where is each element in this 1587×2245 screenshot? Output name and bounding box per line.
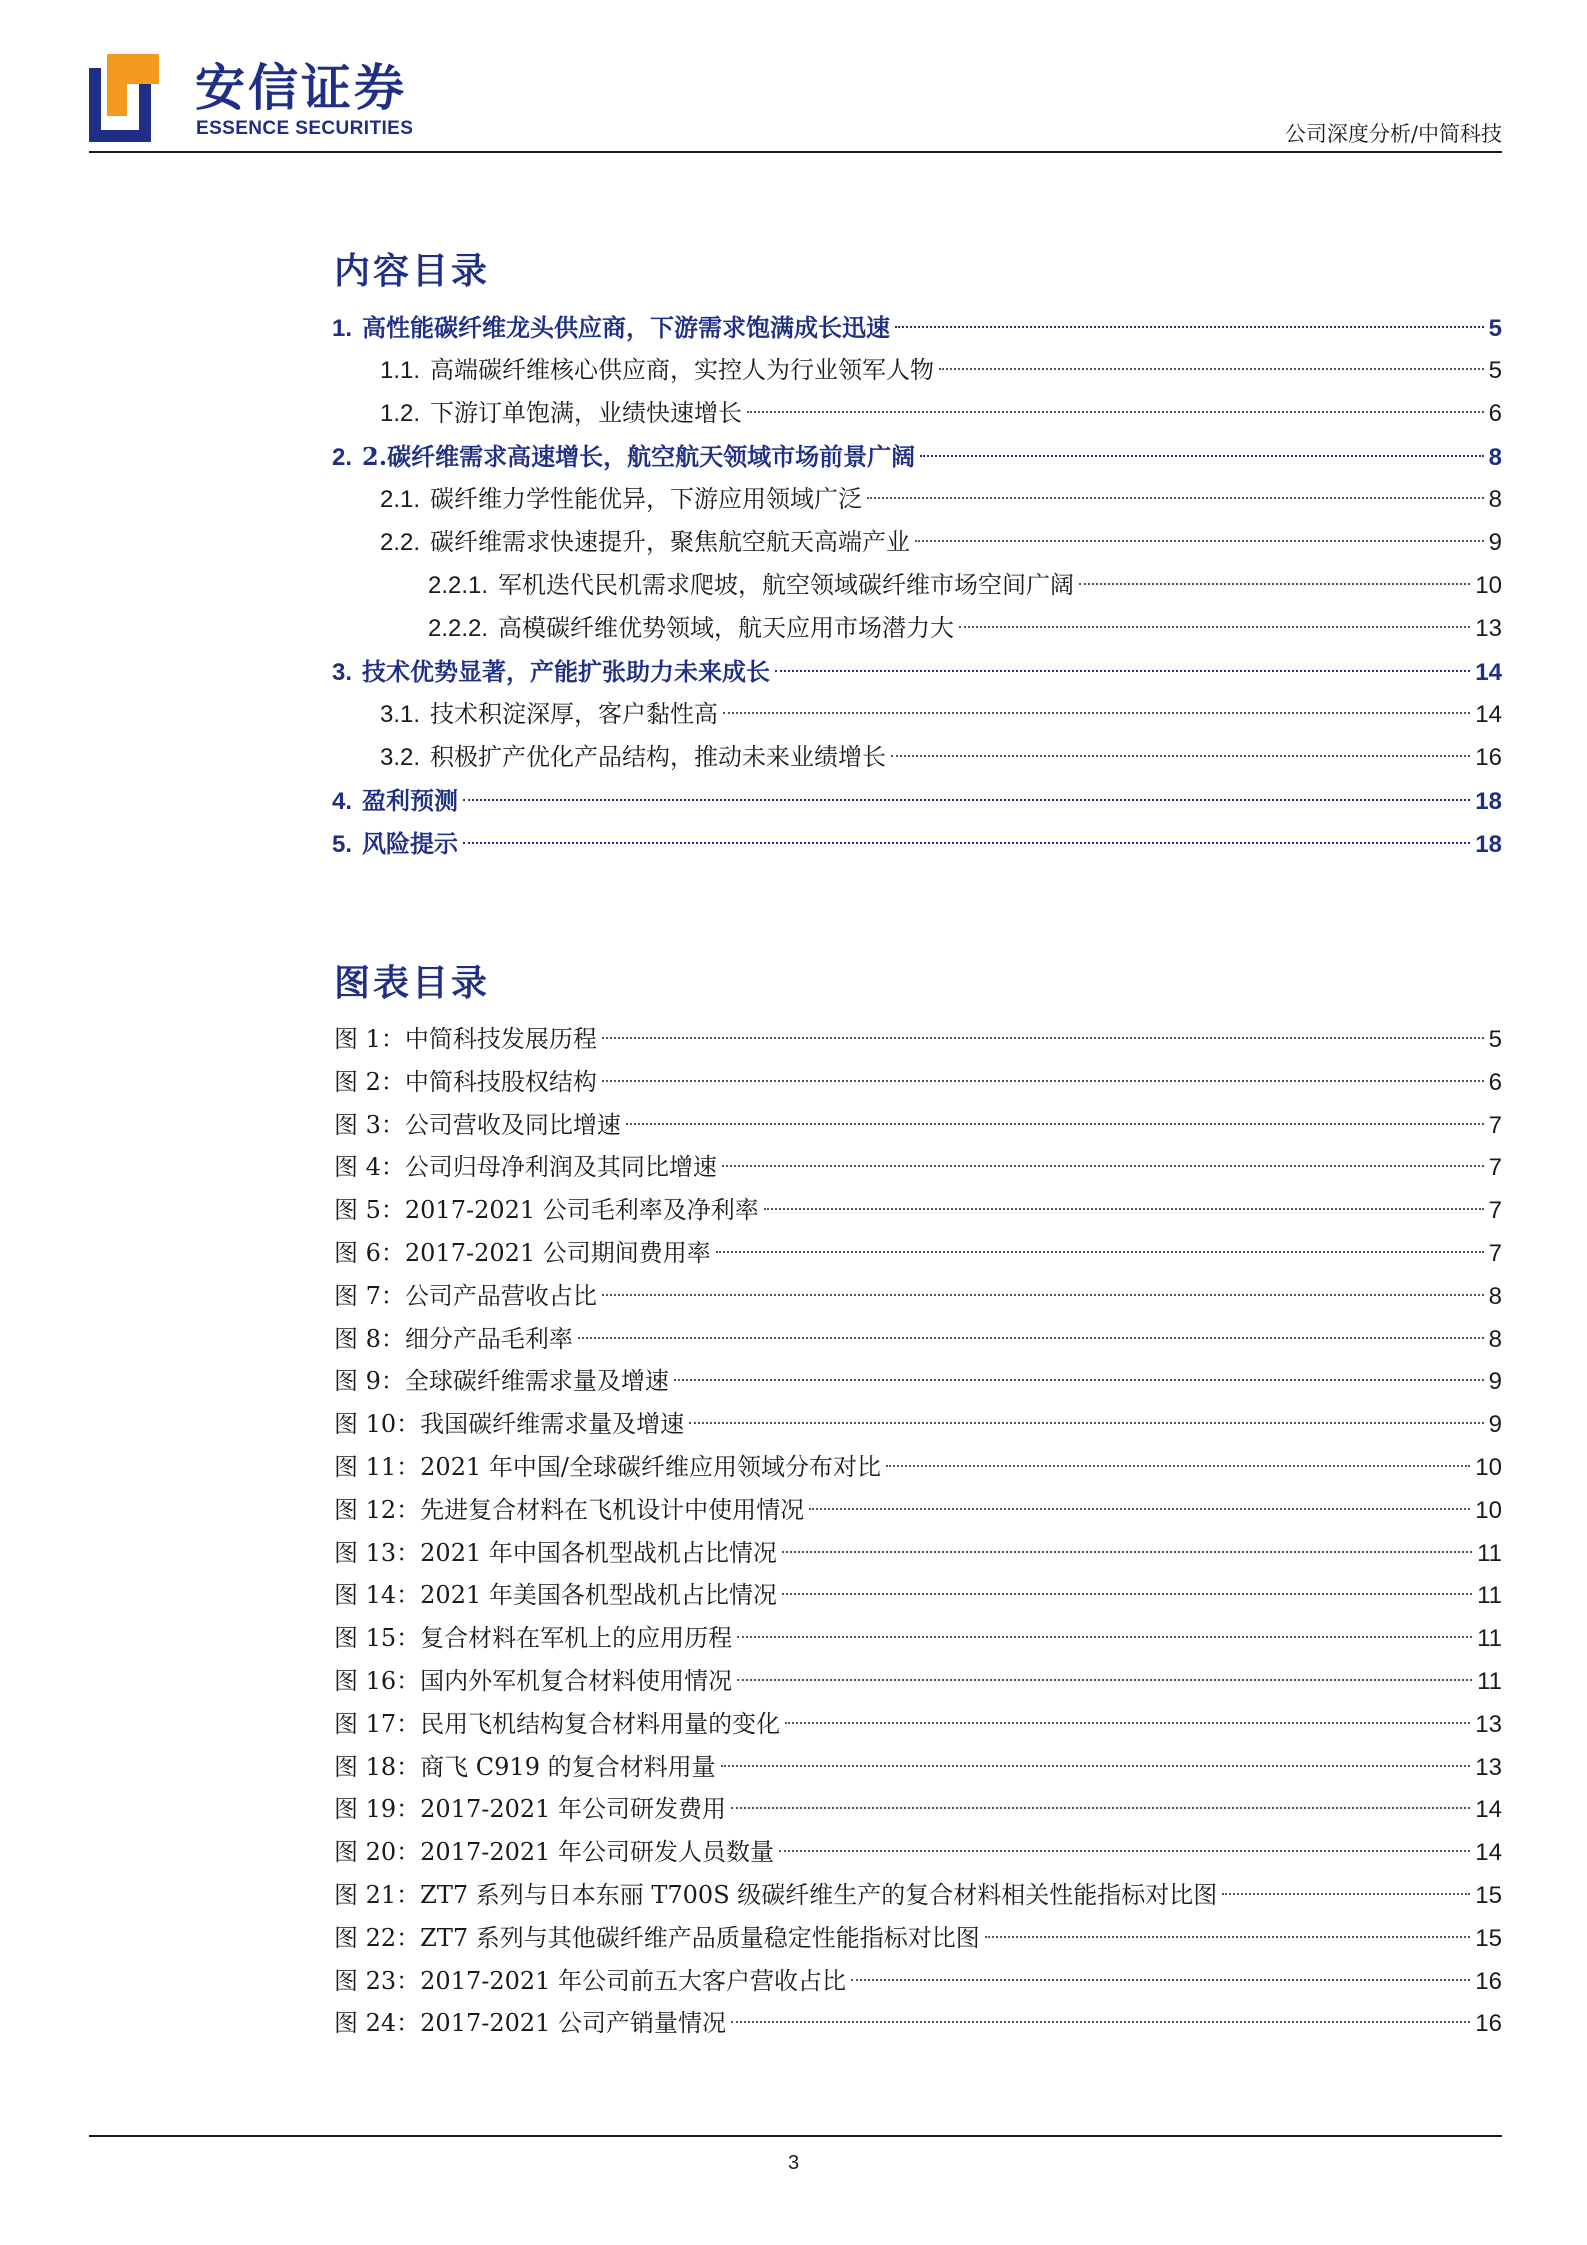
figure-item-page: 11 (1477, 1539, 1502, 1567)
figure-leader-dots (1222, 1893, 1470, 1895)
figure-item-label: 图 7：公司产品营收占比 (334, 1281, 597, 1310)
figure-item-page: 10 (1475, 1496, 1502, 1524)
figure-item[interactable] (334, 1318, 1502, 1361)
figure-item-label: 图 18：商飞 C919 的复合材料用量 (334, 1752, 716, 1781)
toc-item[interactable] (332, 650, 1502, 693)
figure-leader-dots (626, 1123, 1484, 1125)
figure-leader-dots (674, 1379, 1484, 1381)
toc-item-text: 军机迭代民机需求爬坡，航空领域碳纤维市场空间广阔 (498, 571, 1075, 599)
figure-item-page: 14 (1475, 1796, 1502, 1824)
logo-english-name: ESSENCE SECURITIES (196, 118, 414, 139)
figure-item-label: 图 3：公司营收及同比增速 (334, 1110, 621, 1139)
figure-item-page: 13 (1475, 1710, 1502, 1738)
toc-leader-dots (895, 326, 1484, 328)
figure-leader-dots (731, 1807, 1470, 1809)
essence-logo-icon (89, 54, 159, 142)
toc-item[interactable] (332, 306, 1502, 349)
toc-item-page: 6 (1488, 400, 1502, 427)
toc-item-number: 1.2. (380, 400, 421, 427)
figure-item[interactable] (334, 1146, 1502, 1189)
figure-item-page: 7 (1488, 1111, 1502, 1139)
figure-item[interactable] (334, 1660, 1502, 1703)
figure-leader-dots (731, 2021, 1470, 2023)
figure-item-label: 图 20：2017-2021 年公司研发人员数量 (334, 1838, 775, 1867)
toc-item-page: 9 (1488, 529, 1502, 556)
header-divider (89, 151, 1502, 153)
toc-leader-dots (463, 799, 1470, 801)
figure-item-page: 9 (1488, 1368, 1502, 1396)
figure-item[interactable] (334, 1061, 1502, 1104)
figure-item[interactable] (334, 1275, 1502, 1318)
figure-leader-dots (782, 1593, 1472, 1595)
figure-leader-dots (809, 1508, 1470, 1510)
toc-item-text: 高性能碳纤维龙头供应商，下游需求饱满成长迅速 (362, 313, 891, 342)
toc-item-text: 技术积淀深厚，客户黏性高 (430, 700, 719, 728)
toc-item[interactable] (332, 521, 1502, 564)
figure-item[interactable] (334, 1360, 1502, 1403)
figure-item-page: 5 (1488, 1026, 1502, 1053)
toc-item-number: 5. (332, 831, 353, 858)
toc-item-page: 16 (1475, 744, 1502, 771)
figure-item-page: 10 (1475, 1453, 1502, 1481)
report-label: 公司深度分析/中简科技 (1284, 122, 1502, 146)
toc-item-number: 3.2. (380, 744, 421, 771)
figure-item-label: 图 12：先进复合材料在飞机设计中使用情况 (334, 1495, 805, 1524)
figure-item-page: 16 (1475, 2010, 1502, 2038)
toc-leader-dots (939, 368, 1484, 370)
toc-item-number: 2.2. (380, 529, 421, 556)
page-header (89, 54, 1502, 152)
page-number: 3 (787, 2152, 800, 2174)
toc-item-page: 14 (1475, 701, 1502, 728)
figure-leader-dots (851, 1979, 1470, 1981)
toc-item-text: 风险提示 (362, 829, 459, 858)
figures-title: 图表目录 (334, 962, 491, 1004)
figure-item[interactable] (334, 1446, 1502, 1489)
figure-item-label: 图 6：2017-2021 公司期间费用率 (334, 1238, 711, 1267)
toc-item[interactable] (332, 349, 1502, 392)
figure-item-page: 11 (1477, 1625, 1502, 1653)
figure-leader-dots (721, 1765, 1471, 1767)
figure-item[interactable] (334, 1788, 1502, 1831)
figure-item[interactable] (334, 1874, 1502, 1917)
figure-leader-dots (602, 1294, 1484, 1296)
toc-leader-dots (723, 712, 1470, 714)
toc-item-number: 2.2.1. (428, 572, 489, 599)
figure-leader-dots (985, 1936, 1471, 1938)
toc-item-number: 3. (332, 659, 353, 686)
figure-item-page: 16 (1475, 1967, 1502, 1995)
figure-item-page: 15 (1475, 1881, 1502, 1909)
toc-item-text: 高模碳纤维优势领域，航天应用市场潜力大 (498, 614, 955, 642)
toc-item[interactable] (332, 607, 1502, 650)
figure-item[interactable] (334, 1831, 1502, 1874)
toc-item-page: 18 (1475, 831, 1502, 858)
toc-item-number: 2.1. (380, 486, 421, 513)
figure-item-label: 图 16：国内外军机复合材料使用情况 (334, 1666, 733, 1695)
toc-item[interactable] (332, 435, 1502, 478)
figure-leader-dots (737, 1636, 1472, 1638)
figure-item-page: 14 (1475, 1839, 1502, 1867)
toc-item-page: 5 (1488, 315, 1502, 342)
toc-item[interactable] (332, 779, 1502, 822)
figure-item-page: 11 (1477, 1582, 1502, 1610)
figure-item-label: 图 23：2017-2021 年公司前五大客户营收占比 (334, 1966, 847, 1995)
toc-item-page: 8 (1488, 444, 1502, 471)
toc-leader-dots (463, 842, 1470, 844)
figure-item[interactable] (334, 1617, 1502, 1660)
figure-leader-dots (737, 1679, 1472, 1681)
toc-item-text: 高端碳纤维核心供应商，实控人为行业领军人物 (430, 356, 935, 384)
toc-leader-dots (915, 540, 1484, 542)
toc-item-text: 碳纤维需求快速提升，聚焦航空航天高端产业 (430, 528, 911, 556)
toc-leader-dots (920, 455, 1484, 457)
figure-item[interactable] (334, 1403, 1502, 1446)
figure-item-label: 图 4：公司归母净利润及其同比增速 (334, 1153, 717, 1182)
figure-item-label: 图 13：2021 年中国各机型战机占比情况 (334, 1538, 777, 1567)
figure-item[interactable] (334, 1104, 1502, 1147)
figure-item-page: 6 (1488, 1068, 1502, 1096)
figure-item-label: 图 2：中简科技股权结构 (334, 1067, 597, 1096)
toc-item[interactable] (332, 822, 1502, 865)
figure-item-page: 8 (1488, 1282, 1502, 1310)
figure-item-page: 7 (1488, 1239, 1502, 1267)
toc-item-page: 18 (1475, 788, 1502, 815)
figure-leader-dots (764, 1208, 1484, 1210)
toc-leader-dots (959, 626, 1470, 628)
figure-item-page: 7 (1488, 1154, 1502, 1182)
toc-item-page: 14 (1475, 659, 1502, 686)
figure-leader-dots (886, 1465, 1470, 1467)
figure-item[interactable] (334, 2002, 1502, 2045)
toc-item[interactable] (332, 392, 1502, 435)
toc-item-text: 2.碳纤维需求高速增长，航空航天领域市场前景广阔 (362, 442, 916, 471)
figure-item-label: 图 11：2021 年中国/全球碳纤维应用领域分布对比 (334, 1452, 881, 1481)
figure-item-page: 11 (1477, 1667, 1502, 1695)
figure-item-label: 图 1：中简科技发展历程 (334, 1025, 597, 1053)
figure-item-label: 图 17：民用飞机结构复合材料用量的变化 (334, 1709, 781, 1738)
figure-leader-dots (782, 1551, 1472, 1553)
toc-item[interactable] (332, 478, 1502, 521)
figure-item[interactable] (334, 1960, 1502, 2003)
figure-item-label: 图 24：2017-2021 公司产销量情况 (334, 2009, 727, 2038)
toc-leader-dots (1079, 583, 1470, 585)
toc-item-text: 下游订单饱满，业绩快速增长 (430, 399, 743, 427)
toc-leader-dots (747, 411, 1484, 413)
toc-item-number: 1.1. (380, 357, 421, 384)
figure-item-label: 图 14：2021 年美国各机型战机占比情况 (334, 1581, 777, 1610)
footer-divider (89, 2135, 1502, 2137)
figure-leader-dots (602, 1080, 1484, 1082)
toc-item-page: 5 (1488, 357, 1502, 384)
figure-item-label: 图 19：2017-2021 年公司研发费用 (334, 1795, 727, 1824)
logo-chinese-name: 安信证券 (195, 59, 407, 117)
figure-leader-dots (716, 1251, 1484, 1253)
toc-item-number: 4. (332, 788, 353, 815)
figure-item-label: 图 8：细分产品毛利率 (334, 1324, 573, 1353)
figure-item-page: 13 (1475, 1753, 1502, 1781)
figure-item-page: 9 (1488, 1411, 1502, 1439)
toc-item-number: 1. (332, 315, 353, 342)
figure-item-page: 15 (1475, 1924, 1502, 1952)
figure-leader-dots (689, 1422, 1483, 1424)
toc-list (332, 306, 1502, 865)
figure-item-label: 图 22：ZT7 系列与其他碳纤维产品质量稳定性能指标对比图 (334, 1923, 980, 1952)
toc-item-number: 3.1. (380, 701, 421, 728)
figure-leader-dots (722, 1165, 1484, 1167)
toc-item-text: 碳纤维力学性能优异，下游应用领域广泛 (430, 485, 863, 513)
figure-item[interactable] (334, 1703, 1502, 1746)
figure-item-label: 图 9：全球碳纤维需求量及增速 (334, 1367, 669, 1396)
figure-leader-dots (779, 1850, 1470, 1852)
toc-item[interactable] (332, 736, 1502, 779)
toc-item-text: 盈利预测 (362, 786, 459, 815)
toc-item[interactable] (332, 564, 1502, 607)
toc-leader-dots (775, 670, 1470, 672)
figure-list (334, 1018, 1502, 2045)
figure-item-label: 图 15：复合材料在军机上的应用历程 (334, 1624, 733, 1653)
toc-item-page: 10 (1475, 572, 1502, 599)
toc-leader-dots (891, 755, 1470, 757)
toc-item-text: 技术优势显著，产能扩张助力未来成长 (362, 657, 771, 686)
toc-item-number: 2. (332, 444, 353, 471)
figure-item[interactable] (334, 1189, 1502, 1232)
figure-item-page: 7 (1488, 1197, 1502, 1225)
toc-item-page: 13 (1475, 615, 1502, 642)
figure-item[interactable] (334, 1532, 1502, 1575)
toc-item[interactable] (332, 693, 1502, 736)
figure-item[interactable] (334, 1746, 1502, 1789)
toc-item-text: 积极扩产优化产品结构，推动未来业绩增长 (430, 743, 887, 771)
figure-leader-dots (785, 1722, 1470, 1724)
figure-leader-dots (578, 1337, 1484, 1339)
figure-item-label: 图 5：2017-2021 公司毛利率及净利率 (334, 1196, 759, 1225)
figure-item[interactable] (334, 1917, 1502, 1960)
figure-item-label: 图 10：我国碳纤维需求量及增速 (334, 1410, 685, 1439)
figure-item[interactable] (334, 1232, 1502, 1275)
figure-item[interactable] (334, 1018, 1502, 1061)
toc-item-page: 8 (1488, 486, 1502, 513)
toc-item-number: 2.2.2. (428, 615, 489, 642)
figure-item[interactable] (334, 1489, 1502, 1532)
figure-item-label: 图 21：ZT7 系列与日本东丽 T700S 级碳纤维生产的复合材料相关性能指标对比图 (334, 1880, 1218, 1909)
figure-item-page: 8 (1488, 1325, 1502, 1353)
figure-leader-dots (602, 1037, 1484, 1039)
toc-leader-dots (867, 497, 1484, 499)
toc-title: 内容目录 (334, 250, 491, 292)
figure-item[interactable] (334, 1574, 1502, 1617)
